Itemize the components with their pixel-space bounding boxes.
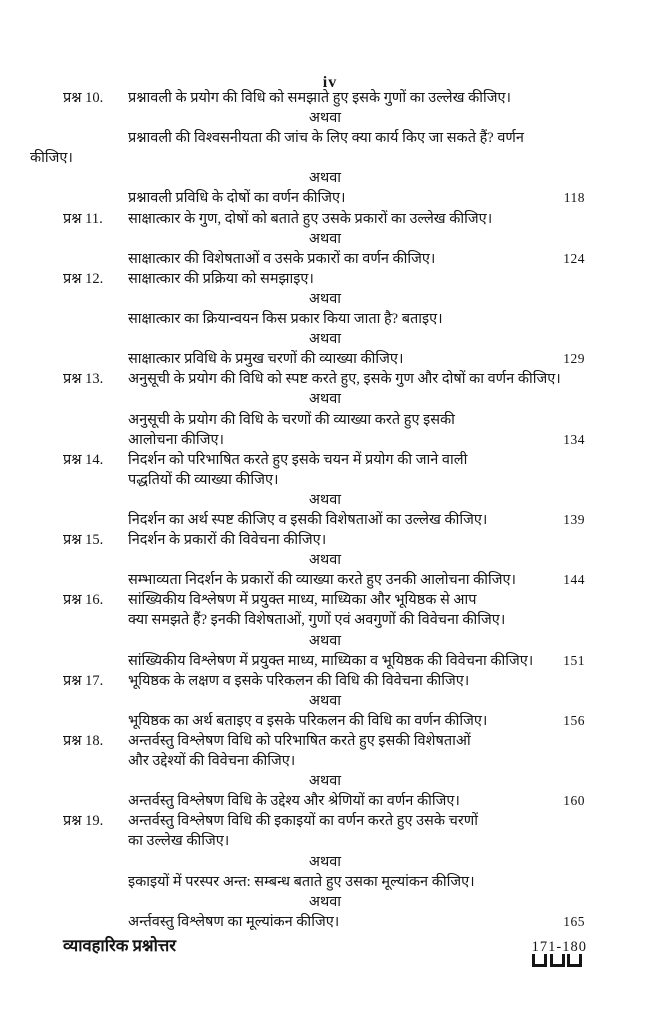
page-number: 165 (563, 913, 585, 929)
or-divider-label: अथवा (308, 853, 342, 870)
toc-line (0, 731, 660, 751)
or-divider-row (0, 229, 660, 249)
toc-line (0, 209, 660, 229)
or-divider-row (0, 550, 660, 570)
toc-line (0, 88, 660, 108)
question-text: सांख्यिकीय विश्लेषण में प्रयुक्त माध्य, माध्यिका व भूयिष्ठक की विवेचना कीजिए। (128, 652, 534, 669)
or-divider-label: अथवा (308, 692, 342, 709)
toc-line (0, 651, 660, 671)
question-text: अन्तर्वस्तु विश्लेषण विधि की इकाइयों का वर्णन करते हुए उसके चरणों (128, 813, 478, 830)
toc-line (0, 430, 660, 450)
or-divider-row (0, 892, 660, 912)
page-number: 129 (563, 351, 585, 367)
question-text: और उद्देश्यों की विवेचना कीजिए। (128, 753, 296, 770)
or-divider-label: अथवा (308, 170, 342, 187)
question-text: अन्तर्वस्तु विश्लेषण विधि को परिभाषित करते हुए इसकी विशेषताओं (128, 733, 471, 749)
page-number: 124 (563, 250, 585, 266)
question-number: प्रश्न 14. (63, 451, 104, 468)
or-divider-label: अथवा (308, 552, 342, 569)
page-number: 139 (563, 511, 585, 527)
page-number: 118 (563, 190, 585, 206)
or-divider-row (0, 631, 660, 651)
or-divider-label: अथवा (308, 110, 342, 127)
toc-line (0, 912, 660, 932)
question-text: साक्षात्कार प्रविधि के प्रमुख चरणों की व्याख्या कीजिए। (128, 351, 404, 368)
or-divider-row (0, 771, 660, 791)
question-text: भूयिष्ठक के लक्षण व इसके परिकलन की विधि की विवेचना कीजिए। (128, 672, 470, 689)
or-divider-row (0, 108, 660, 128)
open-square-icon (550, 954, 565, 967)
or-divider-row (0, 852, 660, 872)
toc-line (0, 530, 660, 550)
toc-line (0, 671, 660, 691)
question-number: प्रश्न 10. (63, 90, 104, 106)
toc-line (0, 470, 660, 490)
page-header-roman-numeral: iv (322, 74, 338, 91)
page-number: 160 (563, 793, 585, 809)
toc-line (0, 249, 660, 269)
question-text: इकाइयों में परस्पर अन्त: सम्बन्ध बताते हुए उसका मूल्यांकन कीजिए। (128, 873, 475, 890)
toc-line (0, 450, 660, 470)
question-number: प्रश्न 16. (63, 592, 104, 609)
question-text: निदर्शन के प्रकारों की विवेचना कीजिए। (128, 532, 327, 549)
or-divider-row (0, 389, 660, 409)
toc-line (0, 811, 660, 831)
question-text: अनुसूची के प्रयोग की विधि को स्पष्ट करते हुए, इसके गुण और दोषों का वर्णन कीजिए। (128, 371, 561, 388)
or-divider-row (0, 691, 660, 711)
toc-line (0, 349, 660, 369)
toc-line (0, 872, 660, 892)
question-text: प्रश्नावली प्रविधि के दोषों का वर्णन कीजिए। (128, 190, 346, 207)
or-divider-label: अथवा (308, 290, 342, 307)
question-text: निदर्शन को परिभाषित करते हुए इसके चयन में प्रयोग की जाने वाली (128, 451, 468, 468)
question-text: का उल्लेख कीजिए। (128, 833, 230, 850)
or-divider-row (0, 168, 660, 188)
toc-line (0, 610, 660, 630)
toc-line (0, 791, 660, 811)
or-divider-label: अथवा (308, 773, 342, 790)
question-text: साक्षात्कार की विशेषताओं व उसके प्रकारों का वर्णन कीजिए। (128, 250, 436, 267)
question-text: प्रश्नावली की विश्वसनीयता की जांच के लिए क्या कार्य किए जा सकते हैं? वर्णन (128, 130, 524, 147)
footer-page-range: 171-180 (531, 939, 587, 955)
toc-line (0, 510, 660, 530)
footer (63, 936, 587, 956)
open-square-icon (567, 954, 582, 967)
question-text: आलोचना कीजिए। (128, 431, 224, 448)
question-text: सांख्यिकीय विश्लेषण में प्रयुक्त माध्य, माध्यिका और भूयिष्ठक से आप (128, 592, 477, 609)
or-divider-label: अथवा (308, 893, 342, 910)
question-number: प्रश्न 12. (63, 270, 104, 287)
end-marks (532, 954, 582, 967)
page-number: 144 (563, 572, 585, 588)
question-text: सम्भाव्यता निदर्शन के प्रकारों की व्याख्या करते हुए उनकी आलोचना कीजिए। (128, 572, 517, 589)
question-text: पद्धतियों की व्याख्या कीजिए। (128, 471, 279, 488)
question-text: अनुसूची के प्रयोग की विधि के चरणों की व्याख्या करते हुए इसकी (128, 411, 455, 428)
question-text: प्रश्नावली के प्रयोग की विधि को समझाते हुए इसके गुणों का उल्लेख कीजिए। (128, 90, 512, 106)
question-text: साक्षात्कार का क्रियान्वयन किस प्रकार किया जाता है? बताइए। (128, 311, 443, 328)
toc-line (0, 410, 660, 430)
question-number: प्रश्न 18. (63, 733, 104, 749)
page-number: 151 (563, 652, 585, 668)
toc-line (0, 309, 660, 329)
question-number: प्रश्न 19. (63, 813, 104, 830)
question-text: साक्षात्कार की प्रक्रिया को समझाइए। (128, 270, 314, 287)
question-text: कीजिए। (30, 150, 73, 167)
or-divider-label: अथवा (308, 491, 342, 508)
toc-line (0, 148, 660, 168)
question-text: अन्तर्वस्तु विश्लेषण विधि के उद्देश्य और श्रेणियों का वर्णन कीजिए। (128, 793, 460, 810)
question-number: प्रश्न 17. (63, 672, 104, 689)
question-number: प्रश्न 15. (63, 532, 104, 549)
toc-line (0, 128, 660, 148)
or-divider-row (0, 329, 660, 349)
or-divider-label: अथवा (308, 391, 342, 408)
or-divider-row (0, 490, 660, 510)
open-square-icon (532, 954, 547, 967)
or-divider-label: अथवा (308, 632, 342, 649)
footer-section-title: व्यावहारिक प्रश्नोत्तर (63, 936, 176, 955)
page-number: 156 (563, 712, 585, 728)
question-number: प्रश्न 11. (63, 210, 103, 227)
question-text: साक्षात्कार के गुण, दोषों को बताते हुए उसके प्रकारों का उल्लेख कीजिए। (128, 210, 493, 227)
or-divider-row (0, 289, 660, 309)
toc-line (0, 188, 660, 208)
toc-line (0, 751, 660, 771)
question-text: क्या समझते हैं? इनकी विशेषताओं, गुणों एवं अवगुणों की विवेचना कीजिए। (128, 612, 506, 629)
toc-line (0, 369, 660, 389)
or-divider-label: अथवा (308, 230, 342, 247)
or-divider-label: अथवा (308, 331, 342, 348)
question-text: अर्न्तवस्तु विश्लेषण का मूल्यांकन कीजिए। (128, 913, 340, 930)
toc-line (0, 831, 660, 851)
question-number: प्रश्न 13. (63, 371, 104, 388)
page-number: 134 (563, 431, 585, 447)
toc-line (0, 570, 660, 590)
question-text: निदर्शन का अर्थ स्पष्ट कीजिए व इसकी विशेषताओं का उल्लेख कीजिए। (128, 511, 488, 528)
toc-line (0, 269, 660, 289)
toc-line (0, 590, 660, 610)
question-text: भूयिष्ठक का अर्थ बताइए व इसके परिकलन की विधि का वर्णन कीजिए। (128, 712, 488, 729)
toc-line (0, 711, 660, 731)
question-list (0, 88, 660, 932)
